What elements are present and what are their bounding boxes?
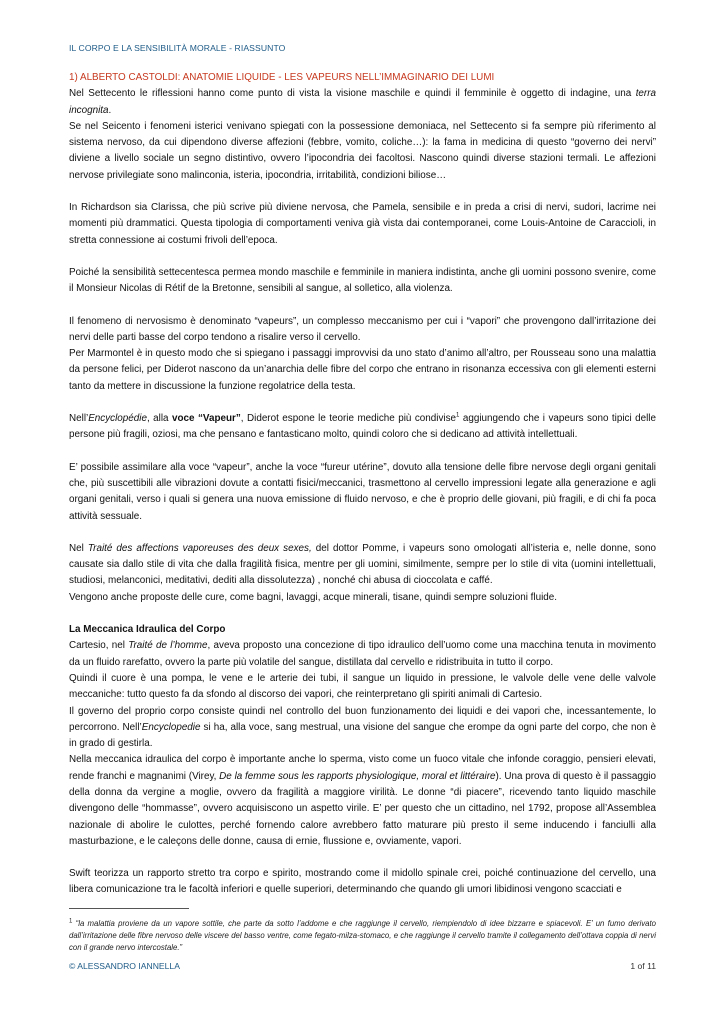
paragraph: Se nel Seicento i fenomeni isterici venivano spiegati con la possessione demoniaca, nel Settecento si fa sempre più riferimento al sistema nervoso, da cui dipendono diverse affezioni (febbre, vomito, coliche…): la fama in medicina di questo “governo dei nervi” diviene a livello sociale un segno distintivo, ovvero l’ipocondria dei facoltosi. Nascono quindi diverse stazioni termali. Le affezioni nervose privilegiate sono malinconia, isteria, ipocondria, irritabilità, condizioni biliose… (69, 120, 656, 181)
paragraph: Poiché la sensibilità settecentesca permea mondo maschile e femminile in maniera indistinta, anche gli uomini possono svenire, come il Monsieur Nicolas di Rétif de la Bretonne, sensibili al sangue, al solletico, alla violenza. (69, 266, 656, 295)
paragraph: E’ possibile assimilare alla voce “vapeur”, anche la voce “fureur utérine”, dovuto alla tensione delle fibre nervose degli organi genitali che, più suscettibili alle vibrazioni dovute a contatti fisici/meccanici, trasmettono al cervello impressioni legate alla generazione e agli organi genitali, verso i quali si genera una nuova emissione di fluido nervoso, e che è proprio delle giovani, più fragili, e di chi fa poca attività sessuale. (69, 461, 656, 522)
footnote-divider (69, 908, 189, 909)
running-header: IL CORPO E LA SENSIBILITÀ MORALE - RIASSUNTO (69, 43, 286, 53)
footnote-ref[interactable]: 1 (456, 412, 460, 419)
footer-author: © ALESSANDRO IANNELLA (69, 961, 180, 971)
paragraph: Nella meccanica idraulica del corpo è importante anche lo sperma, visto come un fuoco vitale che infonde coraggio, pensieri elevati, rende franchi e magnanimi (Virey, De la femme sous les rapports physiologique, moral et littéraire). Una prova di questo è il passaggio della donna da vergine a moglie, ovvero da fragilità a maggiore virilità. Le donne “di piacere”, ricevendo tanto liquido maschile divengono delle “hommasse”, ovvero acquisiscono un aspetto virile. E’ per questo che un cittadino, nel 1792, propose all’Assemblea nazionale di abolire le culottes, perché fornendo calore avrebbero fatto maturare più presto il seme inducendo i fanciulli alla masturbazione, e le caleçons delle donne, causa di ernie, flussione e, ovviamente, vapori. (69, 754, 657, 847)
section-title: 1) ALBERTO CASTOLDI: ANATOMIE LIQUIDE - LES VAPEURS NELL’IMMAGINARIO DEI LUMI (69, 72, 495, 83)
paragraph: Il fenomeno di nervosismo è denominato “vapeurs”, un complesso meccanismo per cui i “vapori” che provengono dall’irritazione dei nervi delle parti basse del corpo tendono a risalire verso il cervello. (69, 315, 656, 343)
paragraph: In Richardson sia Clarissa, che più scrive più diviene nervosa, che Pamela, sensibile e in preda a crisi di nervi, sudori, lacrime nei momenti più drammatici. Questa tipologia di comportamenti veniva già vista dai contemporanei, come Louis-Antoine de Caraccioli, in stretta connessione ai costumi frivoli dell’epoca. (69, 202, 656, 246)
subsection-title: La Meccanica Idraulica del Corpo (69, 624, 226, 636)
page-number: 1 of 11 (630, 961, 656, 971)
paragraph: Vengono anche proposte delle cure, come bagni, lavaggi, acque minerali, tisane, quindi sempre soluzioni fluide. (69, 591, 558, 603)
paragraph: Cartesio, nel Traité de l’homme, aveva proposto una concezione di tipo idraulico dell’uomo come una macchina tenuta in movimento da un fluido rarefatto, ovvero la parte più volatile del sangue, distillata dal cervello e ridistribuita in tutto il corpo. (69, 640, 657, 668)
paragraph: Per Marmontel è in questo modo che si spiegano i passaggi improvvisi da uno stato d’animo all’altro, per Rousseau sono una malattia da persone felici, per Diderot nascono da un’anarchia delle fibre del corpo che entrano in risonanza eccessiva con gli elementi esterni tanto da mettere in discussione la funzione regolatrice della testa. (69, 348, 656, 392)
paragraph: Quindi il cuore è una pompa, le vene e le arterie dei tubi, il sangue un liquido in pressione, le valvole delle vene delle valvole meccaniche: tutto questo fa da sfondo al discorso dei vapori, che reinterpretano gli spiriti animali di Cartesio. (69, 672, 656, 701)
paragraph: Swift teorizza un rapporto stretto tra corpo e spirito, mostrando come il midollo spinale crei, poiché continuazione del cervello, una libera comunicazione tra le facoltà inferiori e quelle superiori, determinando che quando gli umori libidinosi vengono scacciati e (69, 868, 656, 896)
paragraph: Nel Settecento le riflessioni hanno come punto di vista la visione maschile e quindi il femminile è oggetto di indagine, una terra incognita. (69, 88, 656, 116)
paragraph: Nell’Encyclopédie, alla voce “Vapeur”, Diderot espone le teorie mediche più condivise$^1$ aggiungendo che i vapeurs sono tipici delle persone più fragili, oziosi, ma che pensano e fantasticano molto, quindi coloro che si dedicano ad attività intellettuali. (69, 412, 656, 441)
paragraph: Il governo del proprio corpo consiste quindi nel controllo del buon funzionamento dei liquidi e dei vapori che, incessantemente, lo percorrono. Nell’Encyclopedie si ha, alla voce, sang mestrual, una visione del sangue che erompe da ogni parte del corpo, che non è in grado di gestirla. (69, 705, 656, 750)
footnote: $^1$ “la malattia proviene da un vapore sottile, che parte da sotto l’addome e che raggiunge il cervello, riempiendolo di idee bizzarre e spiacevoli. E’ un fumo derivato dall’irritazione delle fibre nervoso delle viscere del basso ventre, come fegato-milza-stomaco, e che raggiunge il cervello tramite il collegamento dell’ottava coppia di nervi con il grande nervo intercostale.” (69, 918, 657, 952)
paragraph: Nel Traité des affections vaporeuses des deux sexes, del dottor Pomme, i vapeurs sono omologati all’isteria e, nelle donne, sono causate sia dallo stile di vita che dalla fragilità fisica, mentre per gli uomini, similmente, sempre per lo stile di vita (uomini intellettuali, studiosi, melanconici, meditativi, dediti alla dissolutezza) , nonché chi abusa di cioccolata e caffé. (69, 542, 657, 587)
document-body (69, 70, 656, 899)
